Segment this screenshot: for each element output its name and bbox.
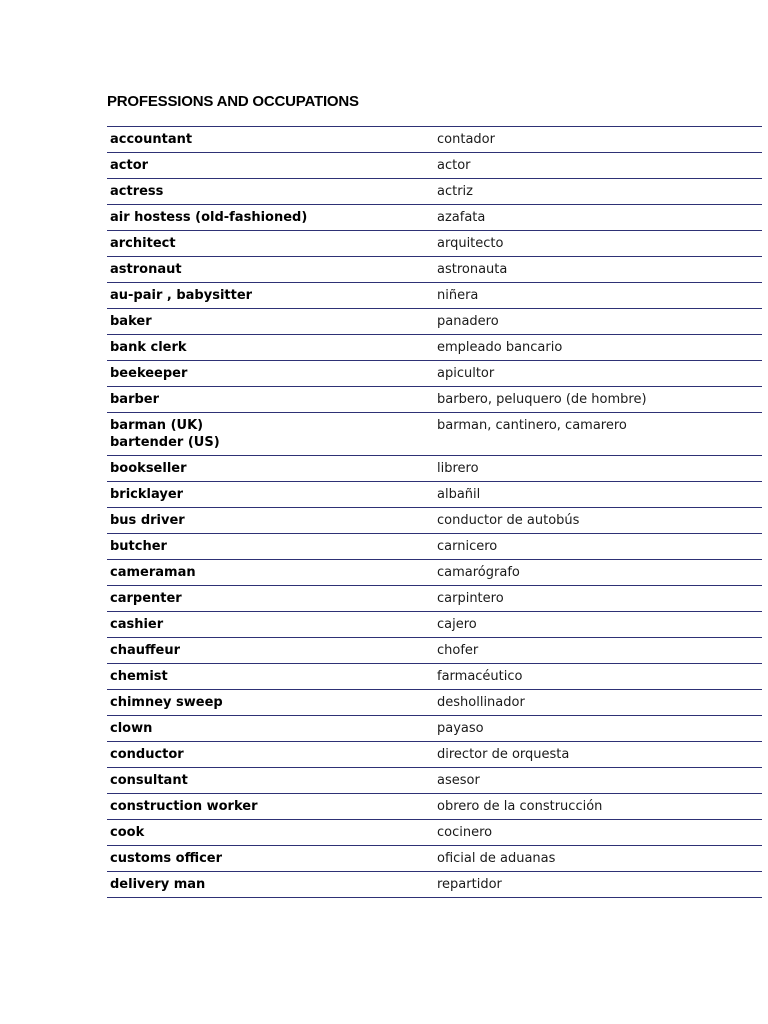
spanish-translation: oficial de aduanas (437, 851, 556, 866)
english-term-line: cook (110, 825, 145, 840)
page-title: PROFESSIONS AND OCCUPATIONS (107, 93, 359, 110)
english-term (107, 257, 434, 282)
table-row (107, 560, 762, 586)
english-term-line: carpenter (110, 591, 182, 606)
table-row (107, 508, 762, 534)
spanish-translation: panadero (437, 314, 499, 329)
english-term-line: air hostess (old-fashioned) (110, 210, 308, 225)
table-row (107, 283, 762, 309)
table-row (107, 612, 762, 638)
table-row (107, 153, 762, 179)
table-row (107, 820, 762, 846)
english-term (107, 716, 434, 741)
english-term (107, 872, 434, 897)
english-term (107, 205, 434, 230)
english-term (107, 482, 434, 507)
table-row (107, 456, 762, 482)
english-term (107, 664, 434, 689)
table-row (107, 387, 762, 413)
english-term (107, 534, 434, 559)
spanish-translation: deshollinador (437, 695, 525, 710)
table-row (107, 638, 762, 664)
vocabulary-table (107, 126, 762, 898)
table-row (107, 127, 762, 153)
spanish-translation: camarógrafo (437, 565, 520, 580)
english-term (107, 846, 434, 871)
english-term-line: accountant (110, 132, 193, 147)
english-term (107, 335, 434, 360)
table-row (107, 361, 762, 387)
english-term-line: conductor (110, 747, 184, 762)
spanish-translation: cocinero (437, 825, 493, 840)
english-term (107, 742, 434, 767)
table-row (107, 586, 762, 612)
table-row (107, 846, 762, 872)
english-term-line: clown (110, 721, 153, 736)
table-row (107, 768, 762, 794)
english-term (107, 387, 434, 412)
english-term-line: cameraman (110, 565, 196, 580)
english-term (107, 309, 434, 334)
english-term (107, 690, 434, 715)
spanish-translation: obrero de la construcción (437, 799, 603, 814)
spanish-translation: arquitecto (437, 236, 504, 251)
english-term (107, 413, 434, 455)
english-term (107, 153, 434, 178)
english-term (107, 231, 434, 256)
english-term (107, 638, 434, 663)
table-row (107, 205, 762, 231)
table-row (107, 179, 762, 205)
spanish-translation: librero (437, 461, 479, 476)
spanish-translation: actriz (437, 184, 473, 199)
spanish-translation: barbero, peluquero (de hombre) (437, 392, 647, 407)
spanish-translation: repartidor (437, 877, 502, 892)
table-row (107, 534, 762, 560)
table-row (107, 482, 762, 508)
english-term (107, 508, 434, 533)
spanish-translation: payaso (437, 721, 484, 736)
english-term (107, 560, 434, 585)
english-term-line: bookseller (110, 461, 187, 476)
english-term-line: actress (110, 184, 164, 199)
english-term-line: bricklayer (110, 487, 184, 502)
english-term (107, 768, 434, 793)
spanish-translation: conductor de autobús (437, 513, 580, 528)
english-term-line: construction worker (110, 799, 258, 814)
english-term-line: bus driver (110, 513, 185, 528)
english-term-line: actor (110, 158, 149, 173)
spanish-translation: albañil (437, 487, 481, 502)
table-row (107, 309, 762, 335)
english-term-line: chimney sweep (110, 695, 223, 710)
spanish-translation: contador (437, 132, 495, 147)
english-term-line: au-pair , babysitter (110, 288, 253, 303)
english-term (107, 179, 434, 204)
english-term-line: chemist (110, 669, 168, 684)
spanish-translation: director de orquesta (437, 747, 570, 762)
english-term-line: astronaut (110, 262, 182, 277)
english-term-line: butcher (110, 539, 167, 554)
spanish-translation: empleado bancario (437, 340, 563, 355)
english-term-line: delivery man (110, 877, 206, 892)
english-term (107, 794, 434, 819)
english-term-line: chauffeur (110, 643, 181, 658)
english-term-line: architect (110, 236, 176, 251)
table-row (107, 413, 762, 456)
english-term (107, 586, 434, 611)
spanish-translation: apicultor (437, 366, 495, 381)
english-term (107, 612, 434, 637)
english-term-line: baker (110, 314, 152, 329)
english-term-line: consultant (110, 773, 188, 788)
spanish-translation: cajero (437, 617, 477, 632)
english-term-line: beekeeper (110, 366, 188, 381)
spanish-translation: actor (437, 158, 471, 173)
spanish-translation: chofer (437, 643, 479, 658)
english-term (107, 361, 434, 386)
spanish-translation: azafata (437, 210, 486, 225)
table-row (107, 664, 762, 690)
table-row (107, 872, 762, 898)
table-row (107, 257, 762, 283)
spanish-translation: niñera (437, 288, 479, 303)
table-row (107, 794, 762, 820)
spanish-translation: farmacéutico (437, 669, 523, 684)
english-term-line: bartender (US) (110, 435, 220, 450)
spanish-translation: carnicero (437, 539, 498, 554)
spanish-translation: carpintero (437, 591, 504, 606)
english-term (107, 820, 434, 845)
english-term (107, 283, 434, 308)
table-row (107, 742, 762, 768)
english-term-line: bank clerk (110, 340, 187, 355)
english-term-line: customs officer (110, 851, 223, 866)
spanish-translation: asesor (437, 773, 480, 788)
table-row (107, 231, 762, 257)
spanish-translation: barman, cantinero, camarero (437, 418, 627, 433)
table-row (107, 335, 762, 361)
table-row (107, 690, 762, 716)
spanish-translation: astronauta (437, 262, 508, 277)
english-term-line: barber (110, 392, 160, 407)
english-term-line: cashier (110, 617, 164, 632)
english-term-line: barman (UK) (110, 418, 204, 433)
english-term (107, 127, 434, 152)
english-term (107, 456, 434, 481)
table-row (107, 716, 762, 742)
